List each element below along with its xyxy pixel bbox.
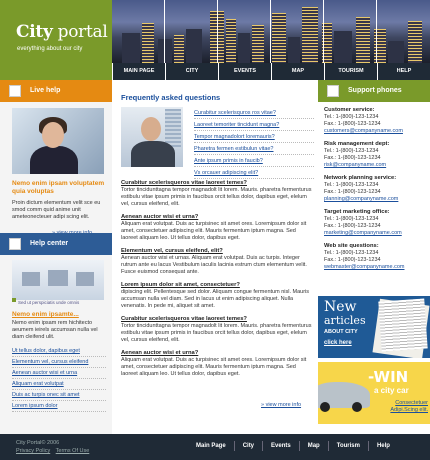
document-icon bbox=[9, 85, 21, 97]
banner-new: New bbox=[324, 299, 357, 315]
footer-nav-events[interactable]: Events bbox=[262, 441, 299, 451]
nav-city[interactable]: CITY bbox=[165, 63, 218, 80]
city-skyline-image bbox=[112, 0, 430, 63]
help-center-text: Nemo enim ipsam rem hichitecto aeumem ieirels accumsan nulla vel diam cleifend ulit. bbox=[12, 320, 98, 340]
contact-name: Customer service: bbox=[324, 107, 375, 113]
article-title[interactable]: Curabitur scelerisqueros vitae laoreet temes? bbox=[121, 316, 247, 322]
bullet-icon bbox=[12, 298, 16, 302]
footer bbox=[0, 434, 430, 460]
footer-legal-links bbox=[16, 448, 93, 454]
help-center-title: Help center bbox=[30, 240, 69, 247]
help-link[interactable]: Ut tellus dolor, dapibus eget bbox=[12, 346, 106, 357]
article-text: Aliquam erat volutpat. Duis ac turpisinec sit amet ores. Loremipsum dolor sit amet, consectetuer adipiscing elit. Mauris fermentum iptum magna. Sed laoreet aliquam leo. Ut tellus dolor, dapibus eget. bbox=[121, 357, 307, 377]
contact-name: Network planning service: bbox=[324, 175, 397, 181]
banner-city-car: a city car bbox=[374, 386, 409, 395]
article bbox=[121, 248, 313, 276]
live-help-operator-image bbox=[12, 108, 104, 174]
copyright: City Portal© 2006 bbox=[16, 440, 60, 446]
contact-tel: Tel.: 1-(800)-123-1234 bbox=[324, 250, 379, 256]
live-help-text: Proin dictum elementum velit sce eu smod comm quid anime unit ameteonecteuer adipi scing elit. bbox=[12, 200, 101, 220]
article-text: Tortor tincidunttagna tempor magnadolt lit lorem. Mauris. pharetra fermenturus estibulu vitae ipsum primis in faucibus orcit tellus dolor, dapibus eget, elelum vel, cursus eleifend, elit. bbox=[121, 323, 312, 343]
banner-click-here[interactable]: click here bbox=[324, 340, 352, 346]
nav-tourism[interactable]: TOURISM bbox=[324, 63, 377, 80]
logo-tagline: everything about our city bbox=[17, 46, 83, 52]
contact-name: Target marketing office: bbox=[324, 209, 390, 215]
privacy-link[interactable]: Privacy Policy bbox=[16, 448, 51, 454]
article-text: dipiscing elit. Pellentesque sed dolor. Aliquam congue fermentum nisl. Mauris accumsan nulla vel diam. Sed in lacus ut enim adipiscing aliquet. Nulla venenatis. In pede mi, aliquet sit amet. bbox=[121, 289, 310, 309]
contact-tel: Tel.: 1-(800)-123-1234 bbox=[324, 216, 379, 222]
banner-rules-link[interactable]: Consectetuer Adipi.Scing elit. bbox=[390, 400, 428, 413]
contact-block bbox=[324, 175, 428, 203]
nav-events[interactable]: EVENTS bbox=[218, 63, 271, 80]
contact-email[interactable]: webmaster@companyname.com bbox=[324, 264, 405, 270]
support-phones-header bbox=[318, 80, 430, 102]
contact-block bbox=[324, 107, 428, 135]
help-center-image bbox=[12, 260, 104, 300]
logo[interactable] bbox=[0, 0, 112, 80]
live-help-header bbox=[0, 80, 112, 102]
phone-icon bbox=[327, 85, 339, 97]
article-title[interactable]: Aenean auctor wisi et urna? bbox=[121, 214, 199, 220]
new-articles-banner[interactable] bbox=[318, 296, 430, 358]
banner-win: -WIN bbox=[368, 368, 409, 386]
help-link[interactable]: Elementum vel, cursus eleifend bbox=[12, 357, 106, 368]
faq-list bbox=[194, 107, 314, 179]
banner-articles: articles bbox=[324, 314, 366, 327]
articles-more-link[interactable]: » view more info bbox=[261, 402, 302, 408]
contact-email[interactable]: customers@companyname.com bbox=[324, 128, 403, 134]
help-center-links bbox=[12, 346, 106, 412]
footer-nav-map[interactable]: Map bbox=[299, 441, 328, 451]
footer-nav bbox=[188, 441, 398, 451]
faq-link[interactable]: Laoreet temoriter tincidunt magna? bbox=[194, 119, 314, 131]
article bbox=[121, 350, 313, 378]
contact-fax: Fax.: 1-(800)-123-1234 bbox=[324, 121, 381, 127]
articles bbox=[121, 180, 313, 384]
article-title[interactable]: Curabitur scelerisqueros vitae laoreet temes? bbox=[121, 180, 247, 186]
contact-email[interactable]: planning@companyname.com bbox=[324, 196, 399, 202]
contact-tel: Tel.: 1-(800)-123-1234 bbox=[324, 114, 379, 120]
contact-fax: Fax.: 1-(800)-123-1234 bbox=[324, 257, 381, 263]
logo-title: City portal bbox=[16, 22, 108, 42]
help-center-headline[interactable]: Nemo enim ipsamte... bbox=[12, 311, 79, 318]
contact-email[interactable]: marketing@companyname.com bbox=[324, 230, 402, 236]
help-link[interactable]: Aliquam erat volutpat bbox=[12, 379, 106, 390]
article-text: Aenean auctor wisi et urnas. Aliquam erat volutpat. Duis ac turpis. Integer rutrum ante eu lacus Vestibulum iaculis lacinia estrum ctum elementum velit. Fusce euismod consequat ante. bbox=[121, 255, 307, 275]
help-center-header bbox=[0, 233, 112, 255]
live-help-headline: Nemo enim ipsam voluptatem quia voluptas bbox=[12, 180, 105, 195]
help-link[interactable]: Aenean auctor wisi et urna bbox=[12, 368, 106, 379]
nav-help[interactable]: HELP bbox=[377, 63, 430, 80]
article-text: Aliquam erat volutpat. Duis ac turpisinec sit amet ores. Loremipsum dolor sit amet, consectetuer adipiscing elit. Mauris fermentum iptum magna. Sed laoreet aliquam leo. Ut tellus dolor, dapibus eget. bbox=[121, 221, 307, 241]
left-column bbox=[0, 80, 112, 434]
article-title[interactable]: Aenean auctor wisi et urna? bbox=[121, 350, 199, 356]
terms-link[interactable]: Terms Of Use bbox=[55, 448, 90, 454]
right-column bbox=[318, 80, 430, 434]
contact-list bbox=[324, 107, 428, 277]
header bbox=[0, 0, 430, 80]
contact-name: Web site questions: bbox=[324, 243, 379, 249]
article bbox=[121, 180, 313, 208]
article-title[interactable]: Lorem ipsum dolor sit amet, consectetuer? bbox=[121, 282, 240, 288]
contact-email[interactable]: risk@companyname.com bbox=[324, 162, 387, 168]
win-car-banner[interactable] bbox=[318, 362, 430, 424]
main-content bbox=[112, 80, 318, 434]
faq-businessman-image bbox=[121, 107, 183, 167]
faq-link[interactable]: Ante ipsum primis in faucib? bbox=[194, 155, 314, 167]
nav-main-page[interactable]: MAIN PAGE bbox=[112, 63, 165, 80]
help-link[interactable]: Duis ac turpis onec sit amet bbox=[12, 390, 106, 401]
contact-fax: Fax.: 1-(800)-123-1234 bbox=[324, 223, 381, 229]
faq-link[interactable]: Curabitur scelerisquros ros vitae? bbox=[194, 107, 314, 119]
footer-nav-help[interactable]: Help bbox=[368, 441, 398, 451]
document-icon bbox=[9, 238, 21, 250]
article bbox=[121, 214, 313, 242]
help-center-caption: Sed ut perspiciatis unde omnis bbox=[18, 300, 80, 305]
contact-block bbox=[324, 141, 428, 169]
main-nav bbox=[112, 63, 430, 80]
help-link[interactable]: Lorem ipsum dolor bbox=[12, 401, 106, 412]
faq-title: Frequently asked questions bbox=[121, 93, 221, 102]
banner-about: ABOUT CITY bbox=[324, 329, 358, 335]
article bbox=[121, 282, 313, 310]
contact-fax: Fax.: 1-(800)-123-1234 bbox=[324, 189, 381, 195]
faq-link[interactable]: Pharetra fermen estibulun vitae? bbox=[194, 143, 314, 155]
contact-block bbox=[324, 243, 428, 271]
faq-link[interactable]: Tempor magnadolort loremauris? bbox=[194, 131, 314, 143]
article bbox=[121, 316, 313, 344]
contact-block bbox=[324, 209, 428, 237]
faq-link[interactable]: Vs orcauer adipiscing elit? bbox=[194, 167, 314, 179]
nav-map[interactable]: MAP bbox=[271, 63, 324, 80]
footer-nav-main-page[interactable]: Main Page bbox=[196, 443, 226, 449]
contact-tel: Tel.: 1-(800)-123-1234 bbox=[324, 182, 379, 188]
live-help-title: Live help bbox=[30, 87, 61, 94]
contact-tel: Tel.: 1-(800)-123-1234 bbox=[324, 148, 379, 154]
contact-fax: Fax.: 1-(800)-123-1234 bbox=[324, 155, 381, 161]
support-phones-title: Support phones bbox=[348, 87, 402, 94]
contact-name: Risk management dept: bbox=[324, 141, 390, 147]
footer-nav-tourism[interactable]: Tourism bbox=[328, 441, 368, 451]
article-text: Tortor tincidunttagna tempor magnadolt lit lorem. Mauris. pharetra fermenturus estibulu vitae ipsum primis in faucibus orcit tellus dolor, dapibus eget, elelum vel, cursus eleifend, elit. bbox=[121, 187, 312, 207]
article-title[interactable]: Elementum vel, cursus eleifend, elit? bbox=[121, 248, 223, 254]
footer-nav-city[interactable]: City bbox=[234, 441, 262, 451]
